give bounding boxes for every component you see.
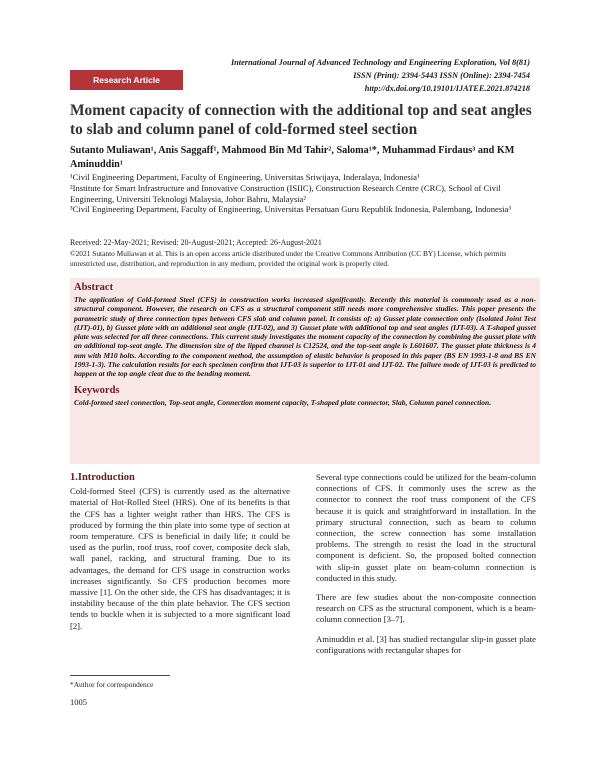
intro-paragraph-2: Several type connections could be utilized for the beam-column connections of CFS. It commonly uses the screw as the connector to connect the roof truss component of the CFS because it is quick and straightforward in installation. In the primary structural connection, such as beam to column connection, the screw connection has some installation problems. The strength to resist the load in the structural component is deficient. So, the proposed bolted connection with slip-in gusset plate on beam-column connection is conducted in this study. (316, 472, 536, 583)
research-article-badge: Research Article (70, 70, 183, 90)
left-column (70, 472, 290, 640)
paper-title: Moment capacity of connection with the additional top and seat angles to slab and column panel of cold-formed steel section (70, 102, 532, 138)
abstract-heading: Abstract (74, 282, 114, 293)
introduction-heading: 1.Introduction (70, 472, 135, 483)
intro-paragraph-4: Aminuddin et al. [3] has studied rectangular slip-in gusset plate configurations with rectangular shapes for (316, 633, 536, 655)
affiliation-3: ³Civil Engineering Department, Faculty of Engineering, Universitas Persatuan Guru Republik Indonesia, Palembang, Indonesia³ (70, 204, 511, 215)
abstract-text: The application of Cold-formed Steel (CFS) in construction works increased significantly. Recently this material is commonly used as a non-structural component. However, the research on CFS as a structural component still needs more comprehensive studies. This paper presents the parametric study of three connection types between CFS slab and column panel. It consists of: a) Gusset plate connection only (Isolated Joint Test (IJT)-01), b) Gusset plate with an additional seat angle (IJT-02), and 3) Gusset plate with additional top and seat angles (IJT-03). A T-shaped gusset plate was selected for all three connections. This current study investigates the moment capacity of the connection by combining the gusset plate with an additional top-seat angle. The dimension size of the lipped channel is C12524, and the top-seat angle is L601607. The gusset plate thickness is 4 mm with M10 bolts. According to the component method, the assumption of elastic behavior is proposed in this paper (BS EN 1993-1-8 and BS EN 1993-1-3). The calculation results for each specimen confirm that IJT-03 is superior to IJT-01 and IJT-02. The failure mode of IJT-03 is predicted to happen at the top angle cleat due to the bending moment. (74, 295, 536, 379)
page-number: 1005 (70, 697, 87, 707)
affiliation-2: ²Institute for Smart Infrastructure and Innovative Construction (ISIIC), Construction Research Centre (CRC), School of Civil Engineering, Universiti Teknologi Malaysia, Johor Bahru, Malaysia² (70, 182, 501, 204)
author-list: Sutanto Muliawan¹, Anis Saggaff¹, Mahmood Bin Md Tahir², Saloma¹*, Muhammad Firdaus³ and KM Aminuddin¹ (70, 145, 515, 170)
keywords-heading: Keywords (74, 384, 120, 396)
right-column (316, 472, 536, 664)
keywords-text: Cold-formed steel connection, Top-seat angle, Connection moment capacity, T-shaped plate connector, Slab, Column panel connection. (74, 397, 492, 407)
copyright-notice: ©2021 Sutanto Muliawan et al. This is an open access article distributed under the Creative Commons Attribution (CC BY) License, which permits unrestricted use, distribution, and reproduction in any medium, provided the original work is properly cited. (70, 249, 507, 268)
correspondence-footnote: *Author for correspondence (70, 680, 154, 689)
affiliations (70, 172, 540, 215)
journal-name: International Journal of Advanced Technology and Engineering Exploration, Vol 8(81) (230, 58, 530, 67)
abstract-box (70, 278, 540, 464)
journal-issn: ISSN (Print): 2394-5443 ISSN (Online): 2394-7454 (353, 71, 530, 80)
journal-header (231, 56, 530, 95)
submission-dates: Received: 22-May-2021; Revised: 20-August-2021; Accepted: 26-August-2021 (70, 238, 322, 247)
intro-paragraph-3: There are few studies about the non-composite connection research on CFS as the structural component, which is a beam-column connection [3–7]. (316, 592, 536, 625)
affiliation-1: ¹Civil Engineering Department, Faculty of Engineering, Universitas Sriwijaya, Inderalaya, Indonesia¹ (70, 172, 420, 182)
journal-doi-link[interactable]: http://dx.doi.org/10.19101/IJATEE.2021.874218 (364, 84, 530, 93)
intro-paragraph-1: Cold-formed Steel (CFS) is currently used as the alternative material of Hot-Rolled Steel (HRS). One of its benefits is that the CFS has a lighter weight rather than HRS. The CFS is produced by forming the thin plate into some type of section at room temperature. CFS is beneficial in daily life; it could be used as the purlin, roof truss, roof cover, composite deck slab, wall panel, racking, and structural framing. Due to its advantages, the demand for CFS usage in construction works increases significantly. So CFS production becomes more massive [1]. On the other side, the CFS has disadvantages; it is instability because of the thin plate behavior. The CFS section tends to buckle when it is subjected to a more significant load [2]. (70, 486, 290, 631)
footnote-divider (70, 675, 170, 676)
